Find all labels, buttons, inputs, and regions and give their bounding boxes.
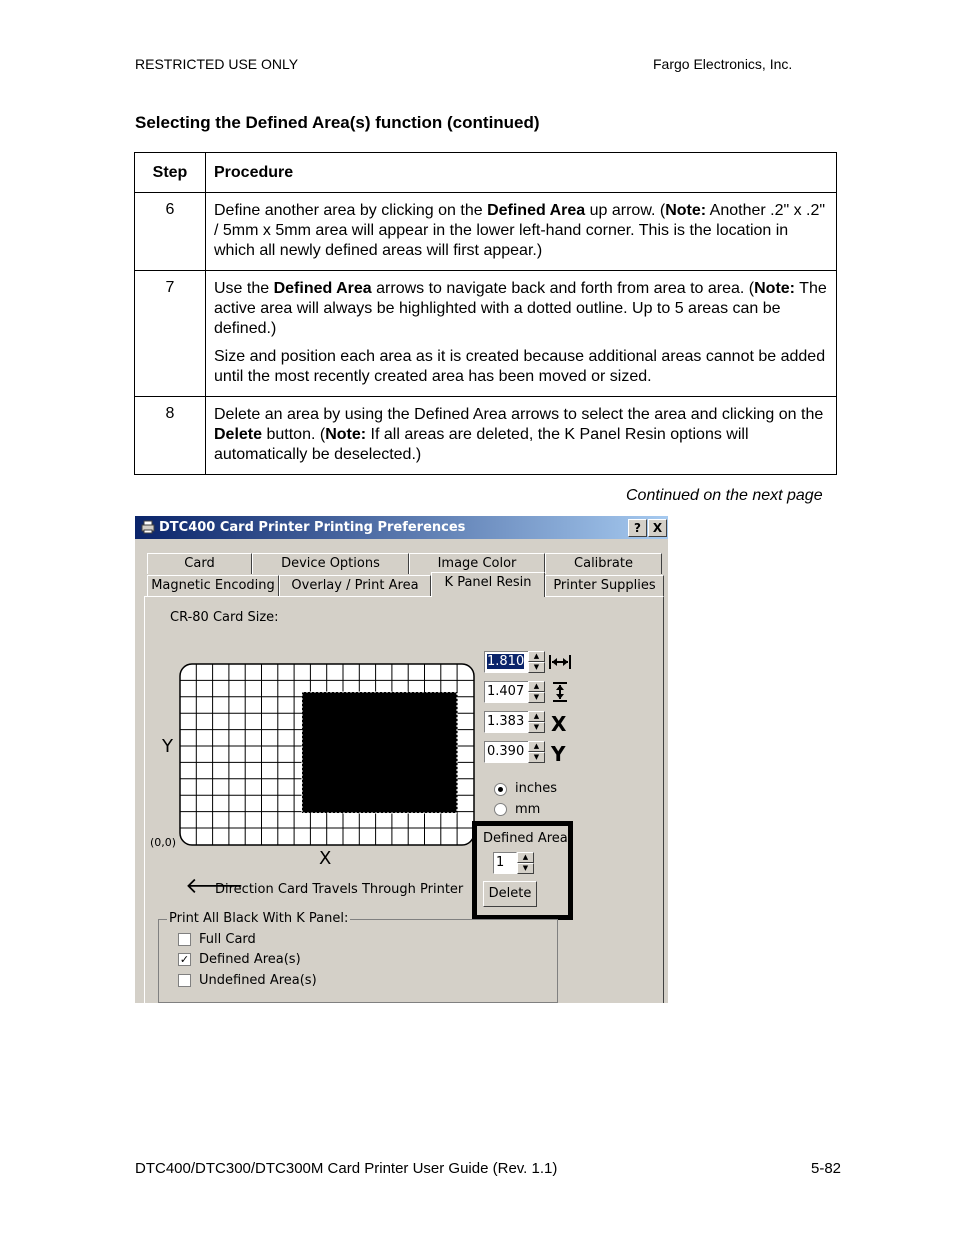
direction-text: Direction Card Travels Through Printer xyxy=(215,882,464,897)
tab-overlay-print-area[interactable]: Overlay / Print Area xyxy=(279,575,431,596)
step-column-header: Step xyxy=(135,153,206,193)
print-black-group-label: Print All Black With K Panel: xyxy=(169,911,349,926)
spin-up-arrow[interactable]: ▲ xyxy=(528,681,545,692)
width-field[interactable]: 1.810 xyxy=(484,651,530,673)
table-row xyxy=(135,193,837,271)
text-run: If all areas are deleted, the K Panel Resin options will automatically be deselected.) xyxy=(214,426,749,463)
bold-run: Delete xyxy=(214,426,263,443)
continued-note: Continued on the next page xyxy=(626,487,823,504)
table-row xyxy=(135,397,837,475)
note-label: Note: xyxy=(665,202,707,219)
height-icon xyxy=(552,682,568,702)
x-field[interactable]: 1.383 xyxy=(484,711,530,733)
spin-up-arrow[interactable]: ▲ xyxy=(528,741,545,752)
note-label: Note: xyxy=(754,280,796,297)
step-number: 7 xyxy=(135,271,206,397)
undefined-areas-label: Undefined Area(s) xyxy=(199,973,317,988)
left-arrow-icon: 🡐 xyxy=(185,874,244,899)
height-field[interactable]: 1.407 xyxy=(484,681,530,703)
spin-up-arrow[interactable]: ▲ xyxy=(528,651,545,662)
width-icon xyxy=(549,654,571,670)
y-position-icon: Y xyxy=(551,742,566,766)
step-number: 6 xyxy=(135,193,206,271)
note-label: Note: xyxy=(325,426,367,443)
text-run: Another .2" x .2" / 5mm x 5mm area will appear in the lower left-hand corner. This is the location in which all newly defined areas will first appear.) xyxy=(214,202,826,259)
inches-radio[interactable] xyxy=(494,783,507,796)
card-preview-grid[interactable] xyxy=(179,663,477,848)
tab-k-panel-resin[interactable]: K Panel Resin xyxy=(431,572,545,597)
x-spinner[interactable] xyxy=(484,711,546,733)
mm-label: mm xyxy=(515,802,541,817)
mm-radio[interactable] xyxy=(494,803,507,816)
y-spinner[interactable] xyxy=(484,741,546,763)
procedure-table xyxy=(134,152,837,475)
spin-up-arrow[interactable]: ▲ xyxy=(517,852,534,863)
defined-areas-label: Defined Area(s) xyxy=(199,952,301,967)
full-card-checkbox[interactable] xyxy=(178,933,191,946)
section-title: Selecting the Defined Area(s) function (continued) xyxy=(135,113,540,132)
procedure-paragraph: Size and position each area as it is created because additional areas cannot be added until the most recently created area has been moved or sized. xyxy=(214,348,826,385)
spin-down-arrow[interactable]: ▼ xyxy=(528,662,545,673)
text-run: up arrow. ( xyxy=(585,202,666,219)
height-spinner[interactable] xyxy=(484,681,546,703)
table-header-row xyxy=(135,153,837,193)
bold-run: Defined Area xyxy=(487,202,586,219)
footer-page-number: 5-82 xyxy=(811,1160,842,1177)
spin-down-arrow[interactable]: ▼ xyxy=(517,863,534,874)
bold-run: Defined Area xyxy=(273,280,372,297)
footer-guide-title: DTC400/DTC300/DTC300M Card Printer User Guide (Rev. 1.1) xyxy=(135,1160,558,1177)
x-axis-label: X xyxy=(319,848,332,869)
dialog-titlebar[interactable] xyxy=(135,516,668,539)
text-run: Use the xyxy=(214,280,274,297)
origin-label: (0,0) xyxy=(150,836,177,849)
width-spinner[interactable] xyxy=(484,651,546,673)
table-row xyxy=(135,271,837,397)
header-restricted: RESTRICTED USE ONLY xyxy=(135,56,299,72)
text-run: button. ( xyxy=(262,426,326,443)
y-axis-label: Y xyxy=(162,736,173,757)
tab-image-color[interactable]: Image Color xyxy=(409,553,545,574)
tab-device-options[interactable]: Device Options xyxy=(252,553,409,574)
tab-magnetic-encoding[interactable]: Magnetic Encoding xyxy=(147,575,279,596)
full-card-label: Full Card xyxy=(199,932,256,947)
y-field[interactable]: 0.390 xyxy=(484,741,530,763)
tab-printer-supplies[interactable]: Printer Supplies xyxy=(545,575,664,596)
defined-area-label: Defined Area: xyxy=(483,831,573,846)
close-button[interactable]: X xyxy=(648,519,667,537)
spin-up-arrow[interactable]: ▲ xyxy=(528,711,545,722)
card-size-label: CR-80 Card Size: xyxy=(170,610,279,625)
spin-down-arrow[interactable]: ▼ xyxy=(528,752,545,763)
defined-areas-checkbox[interactable]: ✓ xyxy=(179,953,190,966)
defined-area-region xyxy=(302,692,457,813)
procedure-text xyxy=(206,193,837,271)
step-number: 8 xyxy=(135,397,206,475)
inches-label: inches xyxy=(515,781,558,796)
text-run: Delete an area by using the Defined Area arrows to select the area and clicking on the xyxy=(214,406,824,423)
defined-area-spinner[interactable] xyxy=(493,852,555,874)
procedure-column-header: Procedure xyxy=(206,153,837,193)
defined-area-field[interactable]: 1 xyxy=(493,852,517,874)
delete-button[interactable]: Delete xyxy=(483,881,537,907)
spin-down-arrow[interactable]: ▼ xyxy=(528,692,545,703)
dialog-title: DTC400 Card Printer Printing Preferences xyxy=(159,520,466,535)
tab-calibrate[interactable]: Calibrate xyxy=(545,553,662,574)
procedure-text xyxy=(206,397,837,475)
printing-preferences-dialog xyxy=(135,516,668,1003)
tab-card[interactable]: Card xyxy=(147,553,252,574)
help-button[interactable]: ? xyxy=(628,519,647,537)
procedure-text xyxy=(206,271,837,397)
text-run: Define another area by clicking on the xyxy=(214,202,488,219)
spin-down-arrow[interactable]: ▼ xyxy=(528,722,545,733)
text-run: The active area will always be highlighted with a dotted outline. Up to 5 areas can be defined.) xyxy=(214,280,827,337)
text-run: arrows to navigate back and forth from area to area. ( xyxy=(371,280,755,297)
x-position-icon: X xyxy=(551,712,567,736)
header-company: Fargo Electronics, Inc. xyxy=(653,56,793,72)
printer-icon xyxy=(140,519,156,535)
undefined-areas-checkbox[interactable] xyxy=(178,974,191,987)
